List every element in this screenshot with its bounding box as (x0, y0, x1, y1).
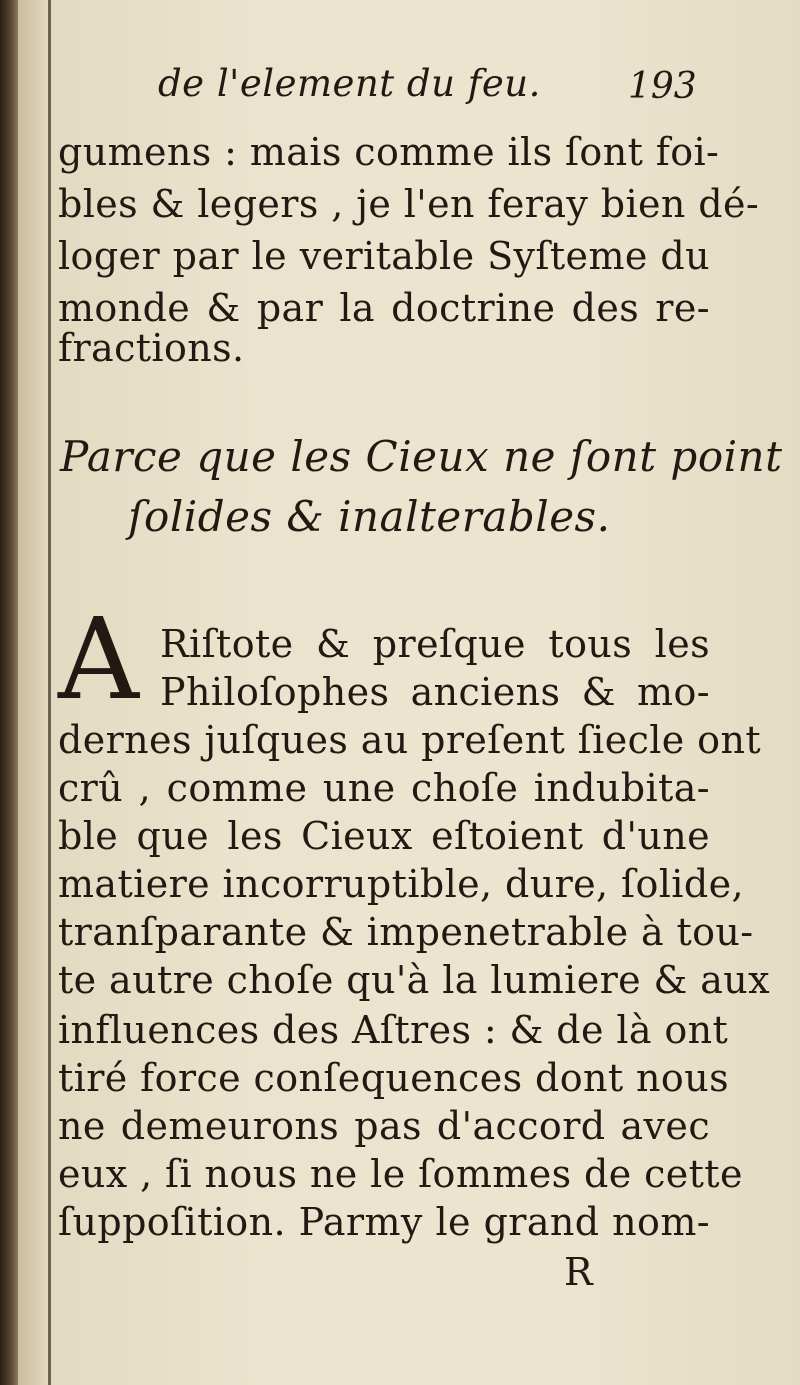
running-head: de l'element du feu. (158, 62, 541, 105)
paragraph-line: te autre choſe qu'à la lumiere & aux (58, 958, 771, 1002)
section-heading-line: ſolides & inalterables. (128, 492, 611, 541)
intro-line: bles & legers , je l'en feray bien dé- (58, 182, 760, 226)
paragraph-line: matiere incorruptible, dure, ſolide, (58, 862, 744, 906)
page-number: 193 (628, 66, 697, 107)
intro-line: gumens : mais comme ils ſont foi- (58, 130, 720, 174)
paragraph-line: ſuppoſition. Parmy le grand nom- (58, 1200, 710, 1244)
book-gutter (0, 0, 18, 1385)
paragraph-line: Philoſophes anciens & mo- (160, 670, 710, 714)
paragraph-line: influences des Aſtres : & de là ont (58, 1008, 729, 1052)
paragraph-line: ble que les Cieux eſtoient d'une (58, 814, 710, 858)
intro-line: fractions. (58, 326, 245, 370)
book-page (18, 0, 800, 1385)
section-heading-line: Parce que les Cieux ne ſont point (60, 432, 783, 481)
paragraph-line: tiré force conſequences dont nous (58, 1056, 729, 1100)
paragraph-line: dernes juſques au preſent ſiecle ont (58, 718, 762, 762)
paragraph-line: crû , comme une choſe indubita- (58, 766, 710, 810)
signature-mark: R (564, 1250, 593, 1294)
intro-line: monde & par la doctrine des re- (58, 286, 710, 330)
paragraph-line: Riſtote & preſque tous les (160, 622, 710, 666)
paragraph-line: tranſparante & impenetrable à tou- (58, 910, 754, 954)
drop-cap: A (58, 595, 139, 725)
intro-line: loger par le veritable Syſteme du (58, 234, 710, 278)
paragraph-line: eux , ſi nous ne le ſommes de cette (58, 1152, 743, 1196)
paragraph-line: ne demeurons pas d'accord avec (58, 1104, 710, 1148)
spine-shadow (48, 0, 51, 1385)
